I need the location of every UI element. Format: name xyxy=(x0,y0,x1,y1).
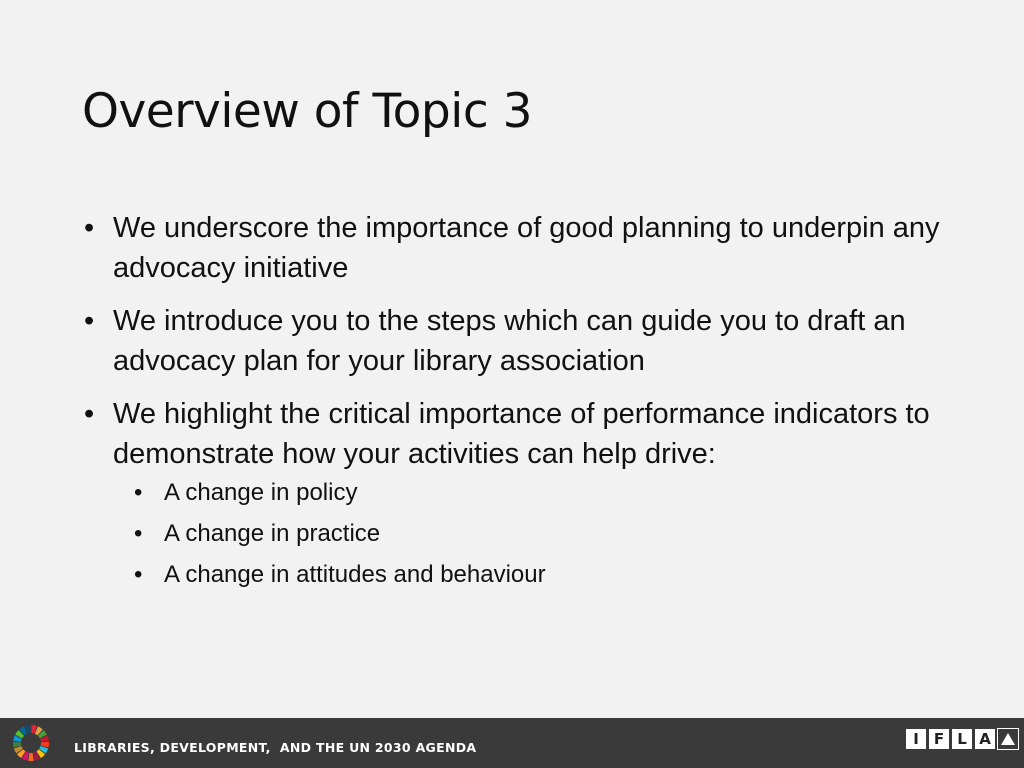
bullet-item: • We introduce you to the steps which can guide you to draft an advocacy plan for your library association xyxy=(84,301,1004,381)
sdg-wheel-segment xyxy=(28,753,34,761)
sub-bullet-item: • A change in policy xyxy=(134,476,1004,510)
logo-letter: F xyxy=(928,728,950,750)
logo-letter: A xyxy=(974,728,996,750)
bullet-item: • We underscore the importance of good planning to underpin any advocacy initiative xyxy=(84,208,1004,288)
ifla-logo xyxy=(905,728,1020,750)
sdg-wheel-icon xyxy=(12,724,50,762)
sub-bullet-item: • A change in practice xyxy=(134,517,1004,551)
slide-content xyxy=(84,208,1004,605)
bullet-list xyxy=(84,208,1004,592)
sub-bullet-item: • A change in attitudes and behaviour xyxy=(134,558,1004,592)
bullet-item xyxy=(84,394,1004,592)
sub-bullet-list xyxy=(134,476,1004,592)
footer-text: LIBRARIES, DEVELOPMENT, AND THE UN 2030 AGENDA xyxy=(74,740,477,755)
triangle-icon xyxy=(1001,733,1015,745)
logo-letter: L xyxy=(951,728,973,750)
footer-bar xyxy=(0,718,1024,768)
logo-letter: I xyxy=(905,728,927,750)
bullet-text: We highlight the critical importance of performance indicators to demonstrate how your activities can help drive: xyxy=(113,398,930,470)
logo-triangle-box xyxy=(997,728,1019,750)
slide-title: Overview of Topic 3 xyxy=(82,84,533,139)
